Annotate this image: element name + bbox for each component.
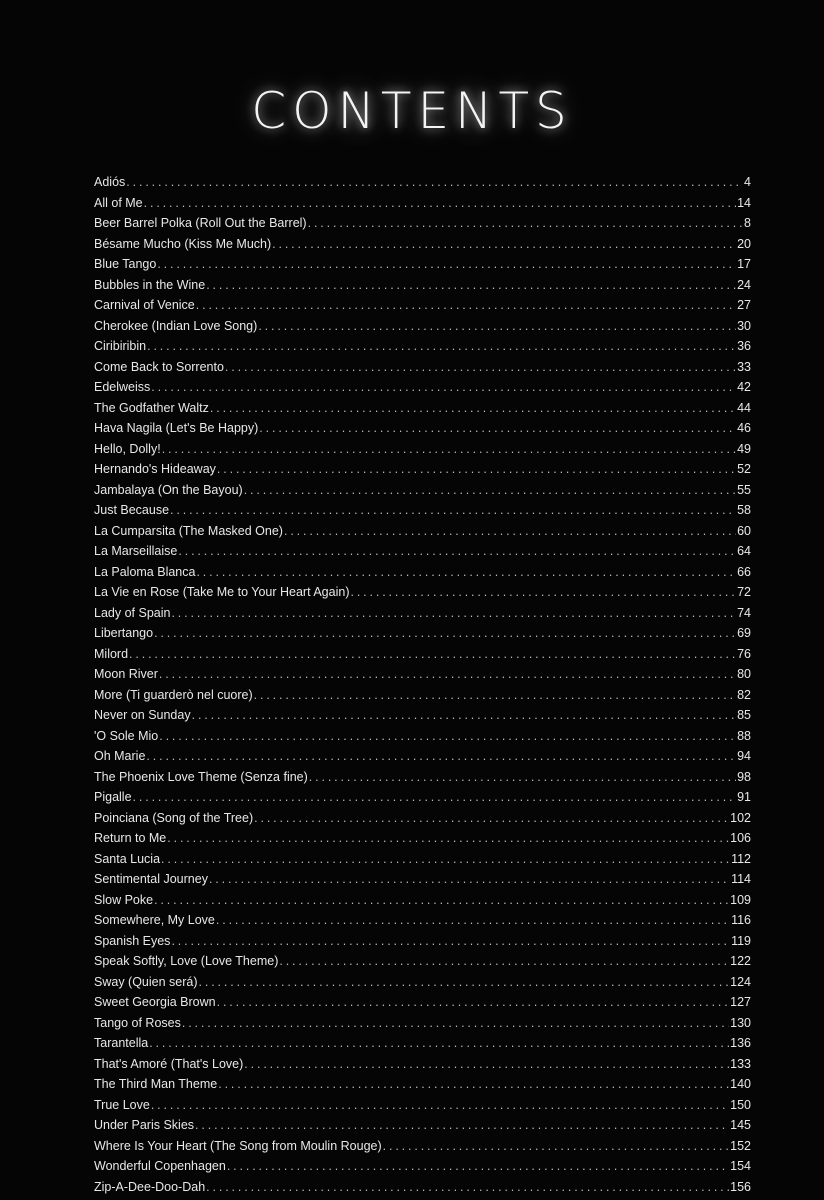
dot-leader	[225, 357, 736, 378]
dot-leader	[258, 316, 736, 337]
dot-leader	[147, 336, 736, 357]
dot-leader	[209, 869, 730, 890]
toc-entry	[94, 336, 751, 357]
dot-leader	[217, 992, 730, 1013]
dot-leader	[178, 541, 736, 562]
toc-entry	[94, 480, 751, 501]
dot-leader	[144, 193, 736, 214]
entry-title: Milord	[94, 646, 129, 661]
entry-page-number: 150	[730, 1097, 751, 1112]
toc-entry	[94, 295, 751, 316]
entry-title: Where Is Your Heart (The Song from Moulin Rouge)	[94, 1138, 382, 1153]
toc-entry	[94, 890, 751, 911]
toc-entry	[94, 869, 751, 890]
toc-entry	[94, 439, 751, 460]
entry-page-number: 49	[737, 441, 751, 456]
entry-title: Poinciana (Song of the Tree)	[94, 810, 254, 825]
toc-entry	[94, 1136, 751, 1157]
entry-title: The Third Man Theme	[94, 1077, 218, 1091]
toc-entry	[94, 746, 751, 767]
entry-title: Sway (Quien será)	[94, 974, 198, 989]
entry-title: La Paloma Blanca	[94, 564, 196, 579]
dot-leader	[196, 295, 736, 316]
entry-page-number: 91	[737, 790, 751, 804]
entry-page-number: 152	[730, 1138, 751, 1153]
entry-page-number: 102	[730, 810, 751, 825]
entry-title: Tarantella	[94, 1036, 149, 1050]
entry-page-number: 74	[737, 605, 751, 620]
entry-title: La Vie en Rose (Take Me to Your Heart Again)	[94, 585, 350, 599]
dot-leader	[284, 521, 736, 542]
toc-entry	[94, 1115, 751, 1136]
entry-page-number: 85	[737, 708, 751, 722]
toc-entry	[94, 213, 751, 234]
entry-title: Bésame Mucho (Kiss Me Much)	[94, 236, 272, 251]
entry-page-number: 124	[730, 974, 751, 989]
dot-leader	[167, 828, 729, 849]
entry-title: Never on Sunday	[94, 708, 191, 722]
dot-leader	[199, 972, 730, 993]
toc-entry	[94, 254, 751, 275]
toc-entry	[94, 1177, 751, 1198]
entry-title: Santa Lucia	[94, 851, 161, 866]
toc-entry	[94, 234, 751, 255]
dot-leader	[171, 603, 736, 624]
toc-entry	[94, 931, 751, 952]
entry-page-number: 52	[737, 462, 751, 476]
entry-page-number: 4	[744, 175, 751, 189]
entry-page-number: 112	[731, 851, 751, 866]
dot-leader	[126, 172, 743, 193]
entry-title: Zip-A-Dee-Doo-Dah	[94, 1179, 206, 1194]
dot-leader	[146, 746, 736, 767]
entry-page-number: 66	[737, 564, 751, 579]
toc-entry	[94, 910, 751, 931]
entry-page-number: 60	[737, 523, 751, 538]
entry-title: True Love	[94, 1097, 150, 1112]
toc-entry	[94, 357, 751, 378]
entry-title: Hello, Dolly!	[94, 441, 161, 456]
entry-page-number: 55	[737, 482, 751, 497]
toc-entry	[94, 767, 751, 788]
entry-page-number: 36	[737, 339, 751, 353]
entry-title: Bubbles in the Wine	[94, 277, 206, 292]
toc-entry	[94, 500, 751, 521]
entry-page-number: 42	[737, 380, 751, 394]
entry-title: Pigalle	[94, 790, 132, 804]
toc-entry	[94, 1156, 751, 1177]
entry-title: Spanish Eyes	[94, 933, 171, 948]
dot-leader	[133, 787, 737, 808]
toc-entry	[94, 664, 751, 685]
entry-page-number: 24	[737, 277, 751, 292]
entry-page-number: 98	[737, 769, 751, 784]
dot-leader	[272, 234, 736, 255]
entry-page-number: 106	[730, 831, 751, 845]
entry-title: Come Back to Sorrento	[94, 359, 224, 374]
dot-leader	[309, 767, 736, 788]
entry-page-number: 122	[730, 954, 751, 968]
entry-page-number: 136	[730, 1036, 751, 1050]
entry-page-number: 27	[737, 298, 751, 312]
entry-title: Jambalaya (On the Bayou)	[94, 482, 243, 497]
toc-entry	[94, 541, 751, 562]
entry-title: Just Because	[94, 503, 170, 517]
entry-title: Speak Softly, Love (Love Theme)	[94, 954, 279, 968]
contents-list	[94, 172, 751, 1197]
toc-entry	[94, 849, 751, 870]
dot-leader	[157, 254, 736, 275]
page-title: CONTENTS	[251, 82, 573, 140]
entry-title: Slow Poke	[94, 892, 154, 907]
toc-entry	[94, 972, 751, 993]
dot-leader	[161, 849, 730, 870]
dot-leader	[350, 582, 736, 603]
entry-page-number: 14	[737, 195, 751, 210]
dot-leader	[217, 459, 736, 480]
entry-title: Moon River	[94, 667, 158, 681]
entry-title: Wonderful Copenhagen	[94, 1159, 226, 1173]
entry-title: La Cumparsita (The Masked One)	[94, 523, 283, 538]
toc-entry	[94, 275, 751, 296]
entry-page-number: 72	[737, 585, 751, 599]
entry-page-number: 109	[730, 892, 751, 907]
entry-page-number: 130	[730, 1015, 751, 1030]
entry-page-number: 140	[730, 1077, 751, 1091]
entry-page-number: 33	[737, 359, 751, 374]
entry-title: Ciribiribin	[94, 339, 147, 353]
entry-page-number: 156	[730, 1179, 751, 1194]
toc-entry	[94, 398, 751, 419]
dot-leader	[129, 644, 736, 665]
entry-page-number: 64	[737, 544, 751, 558]
toc-entry	[94, 603, 751, 624]
dot-leader	[210, 398, 736, 419]
entry-title: The Phoenix Love Theme (Senza fine)	[94, 769, 308, 784]
entry-title: Blue Tango	[94, 257, 157, 271]
toc-entry	[94, 582, 751, 603]
dot-leader	[159, 664, 736, 685]
dot-leader	[254, 685, 736, 706]
dot-leader	[244, 1054, 729, 1075]
toc-entry	[94, 316, 751, 337]
entry-page-number: 8	[744, 216, 751, 230]
entry-page-number: 119	[731, 933, 751, 948]
toc-entry	[94, 644, 751, 665]
toc-entry	[94, 1054, 751, 1075]
entry-title: Hava Nagila (Let's Be Happy)	[94, 421, 259, 435]
toc-entry	[94, 992, 751, 1013]
toc-entry	[94, 623, 751, 644]
dot-leader	[149, 1033, 729, 1054]
dot-leader	[383, 1136, 730, 1157]
dot-leader	[170, 500, 736, 521]
dot-leader	[192, 705, 737, 726]
entry-title: Edelweiss	[94, 380, 151, 394]
entry-page-number: 116	[731, 913, 751, 927]
dot-leader	[154, 890, 729, 911]
toc-entry	[94, 1074, 751, 1095]
toc-entry	[94, 828, 751, 849]
dot-leader	[162, 439, 736, 460]
entry-title: Cherokee (Indian Love Song)	[94, 318, 258, 333]
dot-leader	[259, 418, 736, 439]
entry-page-number: 46	[737, 421, 751, 435]
entry-title: Sweet Georgia Brown	[94, 995, 216, 1009]
dot-leader	[206, 1177, 729, 1198]
entry-page-number: 44	[737, 400, 751, 415]
toc-entry	[94, 787, 751, 808]
entry-page-number: 127	[730, 995, 751, 1009]
toc-entry	[94, 521, 751, 542]
dot-leader	[171, 931, 730, 952]
dot-leader	[254, 808, 729, 829]
toc-entry	[94, 418, 751, 439]
toc-entry	[94, 1095, 751, 1116]
toc-entry	[94, 377, 751, 398]
entry-page-number: 17	[737, 257, 751, 271]
dot-leader	[182, 1013, 729, 1034]
toc-entry	[94, 562, 751, 583]
toc-entry	[94, 172, 751, 193]
dot-leader	[227, 1156, 729, 1177]
entry-title: Adiós	[94, 175, 126, 189]
toc-entry	[94, 1013, 751, 1034]
entry-title: Sentimental Journey	[94, 872, 208, 886]
dot-leader	[196, 562, 736, 583]
dot-leader	[308, 213, 743, 234]
entry-title: That's Amoré (That's Love)	[94, 1056, 244, 1071]
dot-leader	[195, 1115, 729, 1136]
entry-page-number: 133	[730, 1056, 751, 1071]
dot-leader	[218, 1074, 729, 1095]
entry-title: Under Paris Skies	[94, 1118, 195, 1132]
entry-page-number: 114	[731, 872, 751, 886]
entry-title: More (Ti guarderò nel cuore)	[94, 687, 253, 702]
entry-title: Oh Marie	[94, 749, 146, 763]
entry-page-number: 20	[737, 236, 751, 251]
toc-entry	[94, 951, 751, 972]
entry-title: Tango of Roses	[94, 1015, 181, 1030]
entry-page-number: 30	[737, 318, 751, 333]
entry-title: Lady of Spain	[94, 605, 171, 620]
dot-leader	[216, 910, 730, 931]
dot-leader	[279, 951, 729, 972]
toc-entry	[94, 705, 751, 726]
toc-entry	[94, 459, 751, 480]
entry-title: Libertango	[94, 626, 154, 640]
entry-title: La Marseillaise	[94, 544, 178, 558]
entry-title: Beer Barrel Polka (Roll Out the Barrel)	[94, 216, 307, 230]
entry-title: All of Me	[94, 195, 143, 210]
dot-leader	[206, 275, 736, 296]
entry-page-number: 94	[737, 749, 751, 763]
dot-leader	[151, 377, 736, 398]
entry-title: Somewhere, My Love	[94, 913, 215, 927]
toc-entry	[94, 726, 751, 747]
entry-page-number: 76	[737, 646, 751, 661]
dot-leader	[244, 480, 736, 501]
toc-entry	[94, 193, 751, 214]
dot-leader	[154, 623, 736, 644]
dot-leader	[151, 1095, 729, 1116]
entry-page-number: 69	[737, 626, 751, 640]
toc-entry	[94, 1033, 751, 1054]
toc-entry	[94, 685, 751, 706]
entry-page-number: 58	[737, 503, 751, 517]
entry-title: Return to Me	[94, 831, 167, 845]
entry-page-number: 82	[737, 687, 751, 702]
entry-page-number: 80	[737, 667, 751, 681]
entry-title: Hernando's Hideaway	[94, 462, 216, 476]
dot-leader	[159, 726, 736, 747]
toc-entry	[94, 808, 751, 829]
entry-title: 'O Sole Mio	[94, 728, 159, 743]
entry-title: Carnival of Venice	[94, 298, 195, 312]
entry-page-number: 88	[737, 728, 751, 743]
entry-page-number: 145	[730, 1118, 751, 1132]
entry-title: The Godfather Waltz	[94, 400, 209, 415]
entry-page-number: 154	[730, 1159, 751, 1173]
